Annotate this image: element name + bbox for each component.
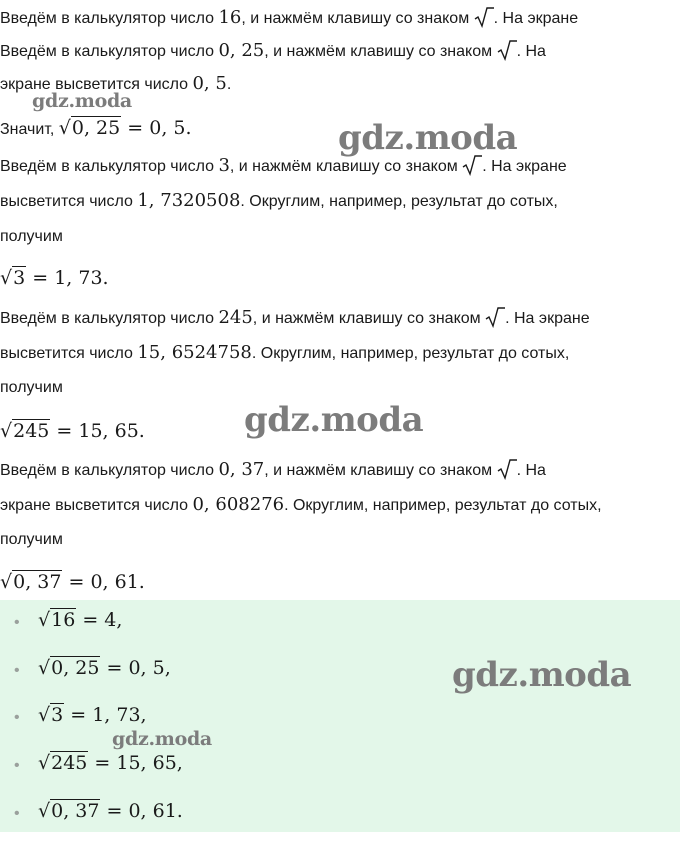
sqrt-expression: √0, 25 = 0, 5. bbox=[58, 117, 192, 139]
sqrt-expression: √0, 37 = 0, 61. bbox=[0, 571, 145, 593]
math-number: 1, 7320508 bbox=[137, 190, 241, 211]
text-line: Введём в калькулятор число 245, и нажмём клавишу со знаком . На экране bbox=[0, 307, 590, 328]
bullet-icon: • bbox=[14, 662, 20, 679]
list-item: √0, 25 = 0, 5, bbox=[38, 657, 171, 679]
text-line bbox=[0, 572, 680, 594]
math-number: 0, 5 bbox=[192, 73, 227, 94]
text-line: высветится число 1, 7320508. Округлим, например, результат до сотых, bbox=[0, 190, 558, 211]
bullet-icon: • bbox=[14, 709, 20, 726]
sqrt-icon bbox=[497, 39, 517, 61]
watermark: gdz.moda bbox=[32, 90, 132, 112]
math-number: 0, 37 bbox=[218, 459, 265, 480]
sqrt-icon bbox=[497, 458, 517, 480]
list-item: √16 = 4, bbox=[38, 609, 123, 631]
text-line: получим bbox=[0, 228, 63, 245]
bullet-icon: • bbox=[14, 757, 20, 774]
text-line: получим bbox=[0, 531, 63, 548]
sqrt-expression: √3 = 1, 73. bbox=[0, 267, 109, 289]
text-line: высветится число 15, 6524758. Округлим, например, результат до сотых, bbox=[0, 342, 570, 363]
bullet-icon: • bbox=[14, 805, 20, 822]
watermark: gdz.moda bbox=[338, 118, 518, 158]
text-line: Значит, √0, 25 = 0, 5. bbox=[0, 117, 192, 139]
text-line bbox=[0, 268, 680, 290]
math-number: 0, 608276 bbox=[192, 494, 285, 515]
text-line: Введём в калькулятор число 3, и нажмём клавишу со знаком . На экране bbox=[0, 155, 567, 176]
math-number: 15, 6524758 bbox=[137, 342, 252, 363]
watermark: gdz.moda bbox=[112, 728, 212, 750]
list-item: √245 = 15, 65, bbox=[38, 752, 183, 774]
text-line: Введём в калькулятор число 0, 25, и нажмём клавишу со знаком . На bbox=[0, 40, 546, 61]
bullet-icon: • bbox=[14, 614, 20, 631]
sqrt-icon bbox=[474, 6, 494, 28]
text-line: экране высветится число 0, 5. bbox=[0, 73, 232, 94]
math-number: 0, 25 bbox=[218, 40, 265, 61]
math-number: 245 bbox=[218, 307, 253, 328]
text-line: экране высветится число 0, 608276. Округлим, например, результат до сотых, bbox=[0, 494, 602, 515]
watermark: gdz.moda bbox=[244, 400, 424, 440]
text-line: получим bbox=[0, 379, 63, 396]
summary-box bbox=[0, 600, 680, 832]
sqrt-icon bbox=[485, 306, 505, 328]
list-item: √3 = 1, 73, bbox=[38, 704, 147, 726]
sqrt-expression: √245 = 15, 65. bbox=[0, 420, 145, 442]
math-number: 16 bbox=[218, 7, 242, 28]
watermark: gdz.moda bbox=[452, 655, 632, 695]
list-item: √0, 37 = 0, 61. bbox=[38, 800, 183, 822]
text-line: Введём в калькулятор число 16, и нажмём клавишу со знаком . На экране bbox=[0, 7, 579, 28]
text-line: Введём в калькулятор число 0, 37, и нажмём клавишу со знаком . На bbox=[0, 459, 546, 480]
math-number: 3 bbox=[218, 155, 230, 176]
